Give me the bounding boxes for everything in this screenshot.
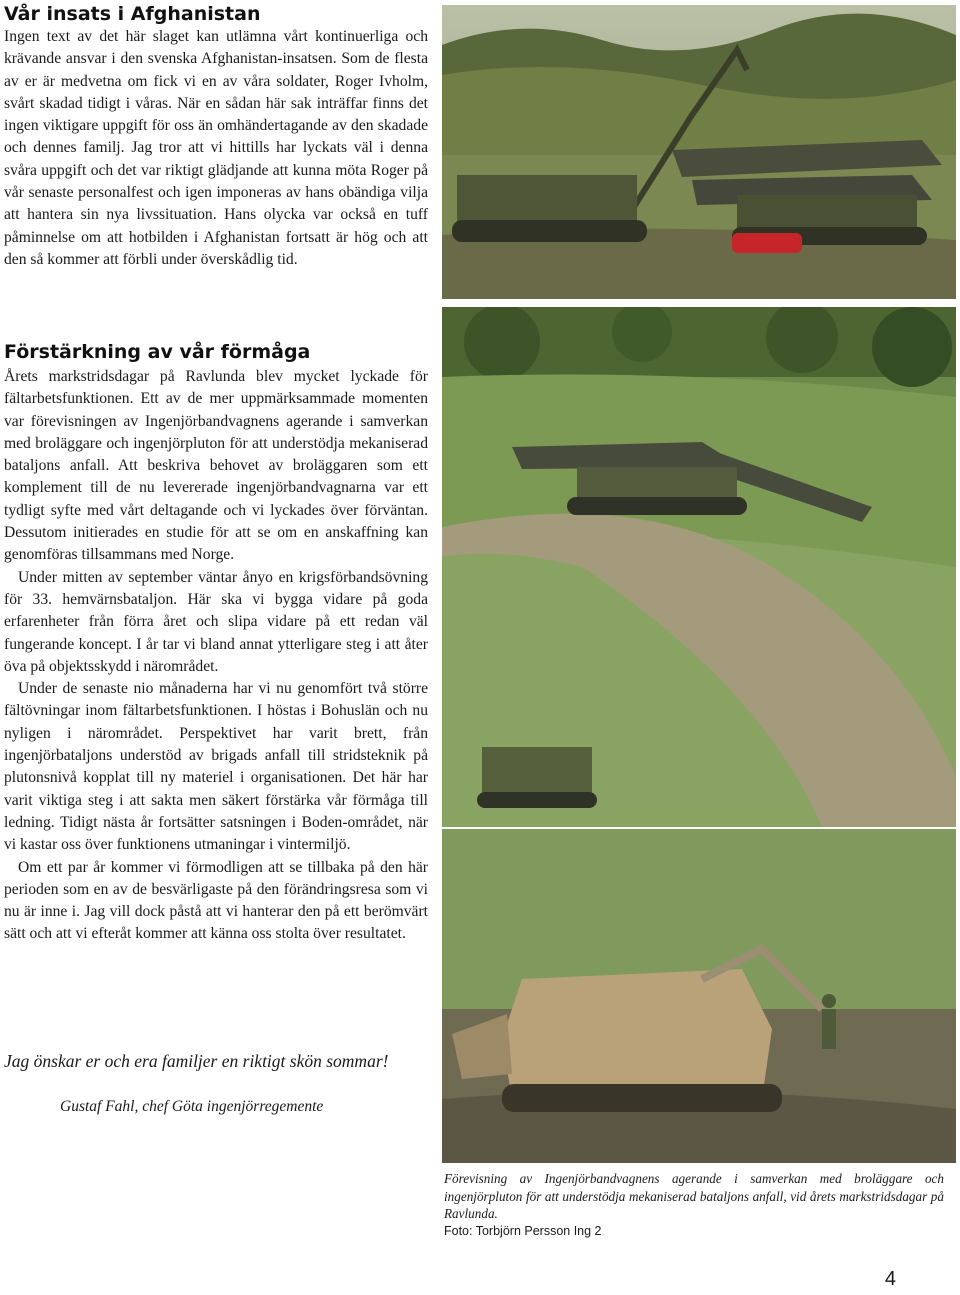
closing-greeting: Jag önskar er och era familjer en riktigt skön sommar! <box>4 1051 389 1071</box>
photo-engineer-vehicle <box>442 829 956 1163</box>
signature: Gustaf Fahl, chef Göta ingenjörregemente <box>60 1098 324 1115</box>
photo-bridge-field <box>442 307 956 827</box>
photo-engineer-vehicle-image <box>442 829 956 1163</box>
body-paragraph: Årets markstridsdagar på Ravlunda blev mycket lyckade för fältarbetsfunktionen. Ett av de mer uppmärksammade momenten var förevisningen av Ingenjörbandvagnens agerande i samverkan med broläggare och ingenjörpluton för att understödja mekaniserad bataljons anfall. Att beskriva behovet av broläggaren som ett komplement till de nu levererade ingenjörbandvagnarna var ett tydligt syfte med vårt deltagande och vi lyckades över förväntan. Dessutom initierades en studie för att se om en anskaffning kan genomföras tillsammans med Norge. <box>4 368 428 564</box>
body-paragraph: Under mitten av september väntar ånyo en krigsförbandsövning för 33. hemvärnsbataljon. Här ska vi bygga vidare på goda erfarenheter från förra året och slipa vidare på ett redan väl fungerande koncept. I år tar vi bland annat ytterligare steg i att åter öva på objektsskydd i närområdet. <box>4 568 428 675</box>
section-afghanistan <box>4 2 428 271</box>
body-paragraph: Ingen text av det här slaget kan utlämna vårt kontinuerliga och krävande ansvar i den svenska Afghanistan-insatsen. Som de flesta av er är medvetna om fick vi en av våra soldater, Roger Ivholm, svårt skadad tidigt i våras. När en sådan här sak inträffar finns det ingen viktigare uppgift för oss än omhändertagande av den skadade och dennes familj. Jag tror att vi hittills har lyckats väl i denna svåra uppgift och det var riktigt glädjande att kunna möta Roger på vår senaste personalfest och igen imponeras av hans obändiga vilja att hantera sin nya livssituation. Hans olycka var också en tuff påminnelse om att hotbilden i Afghanistan fortsatt är hög och att den så kommer att förbli under överskådlig tid. <box>4 28 428 268</box>
body-paragraph: Under de senaste nio månaderna har vi nu genomfört två större fältövningar inom fältarbetsfunktionen. I höstas i Bohuslän och nu nyligen i närområdet. Perspektivet har varit brett, från ingenjörbataljons understöd av brigads anfall till stridsteknik på plutonsnivå kopplat till ny materiel i organisationen. Det här har varit viktiga steg i att sakta men säkert förstärka vår förmåga till ledning. Tidigt nästa år fortsätter satsningen i Boden-området, när vi kastar oss över funktionens utmaningar i vintermiljö. <box>4 680 428 854</box>
photo-bridge-field-image <box>442 307 956 827</box>
page-number: 4 <box>884 1268 896 1290</box>
section-heading: Förstärkning av vår förmåga <box>4 341 311 363</box>
photo-caption <box>444 1170 944 1240</box>
photo-bridge-deployment <box>442 5 956 299</box>
section-heading: Vår insats i Afghanistan <box>4 3 261 25</box>
body-paragraph: Om ett par år kommer vi förmodligen att se tillbaka på den här perioden som en av de besvärligaste på den förändringsresa som vi nu är inne i. Jag vill dock påstå att vi hanterar den på ett berömvärt sätt och att vi efteråt kommer att känna oss stolta över resultatet. <box>4 858 428 943</box>
caption-text: Förevisning av Ingenjörbandvagnens agerande i samverkan med broläggare och ingenjörpluton för att understödja mekaniserad bataljons anfall, vid årets markstridsdagar på Ravlunda. <box>444 1171 944 1221</box>
section-formaga <box>4 340 428 946</box>
photo-bridge-deployment-image <box>442 5 956 299</box>
photo-credit: Foto: Torbjörn Persson Ing 2 <box>444 1223 602 1238</box>
